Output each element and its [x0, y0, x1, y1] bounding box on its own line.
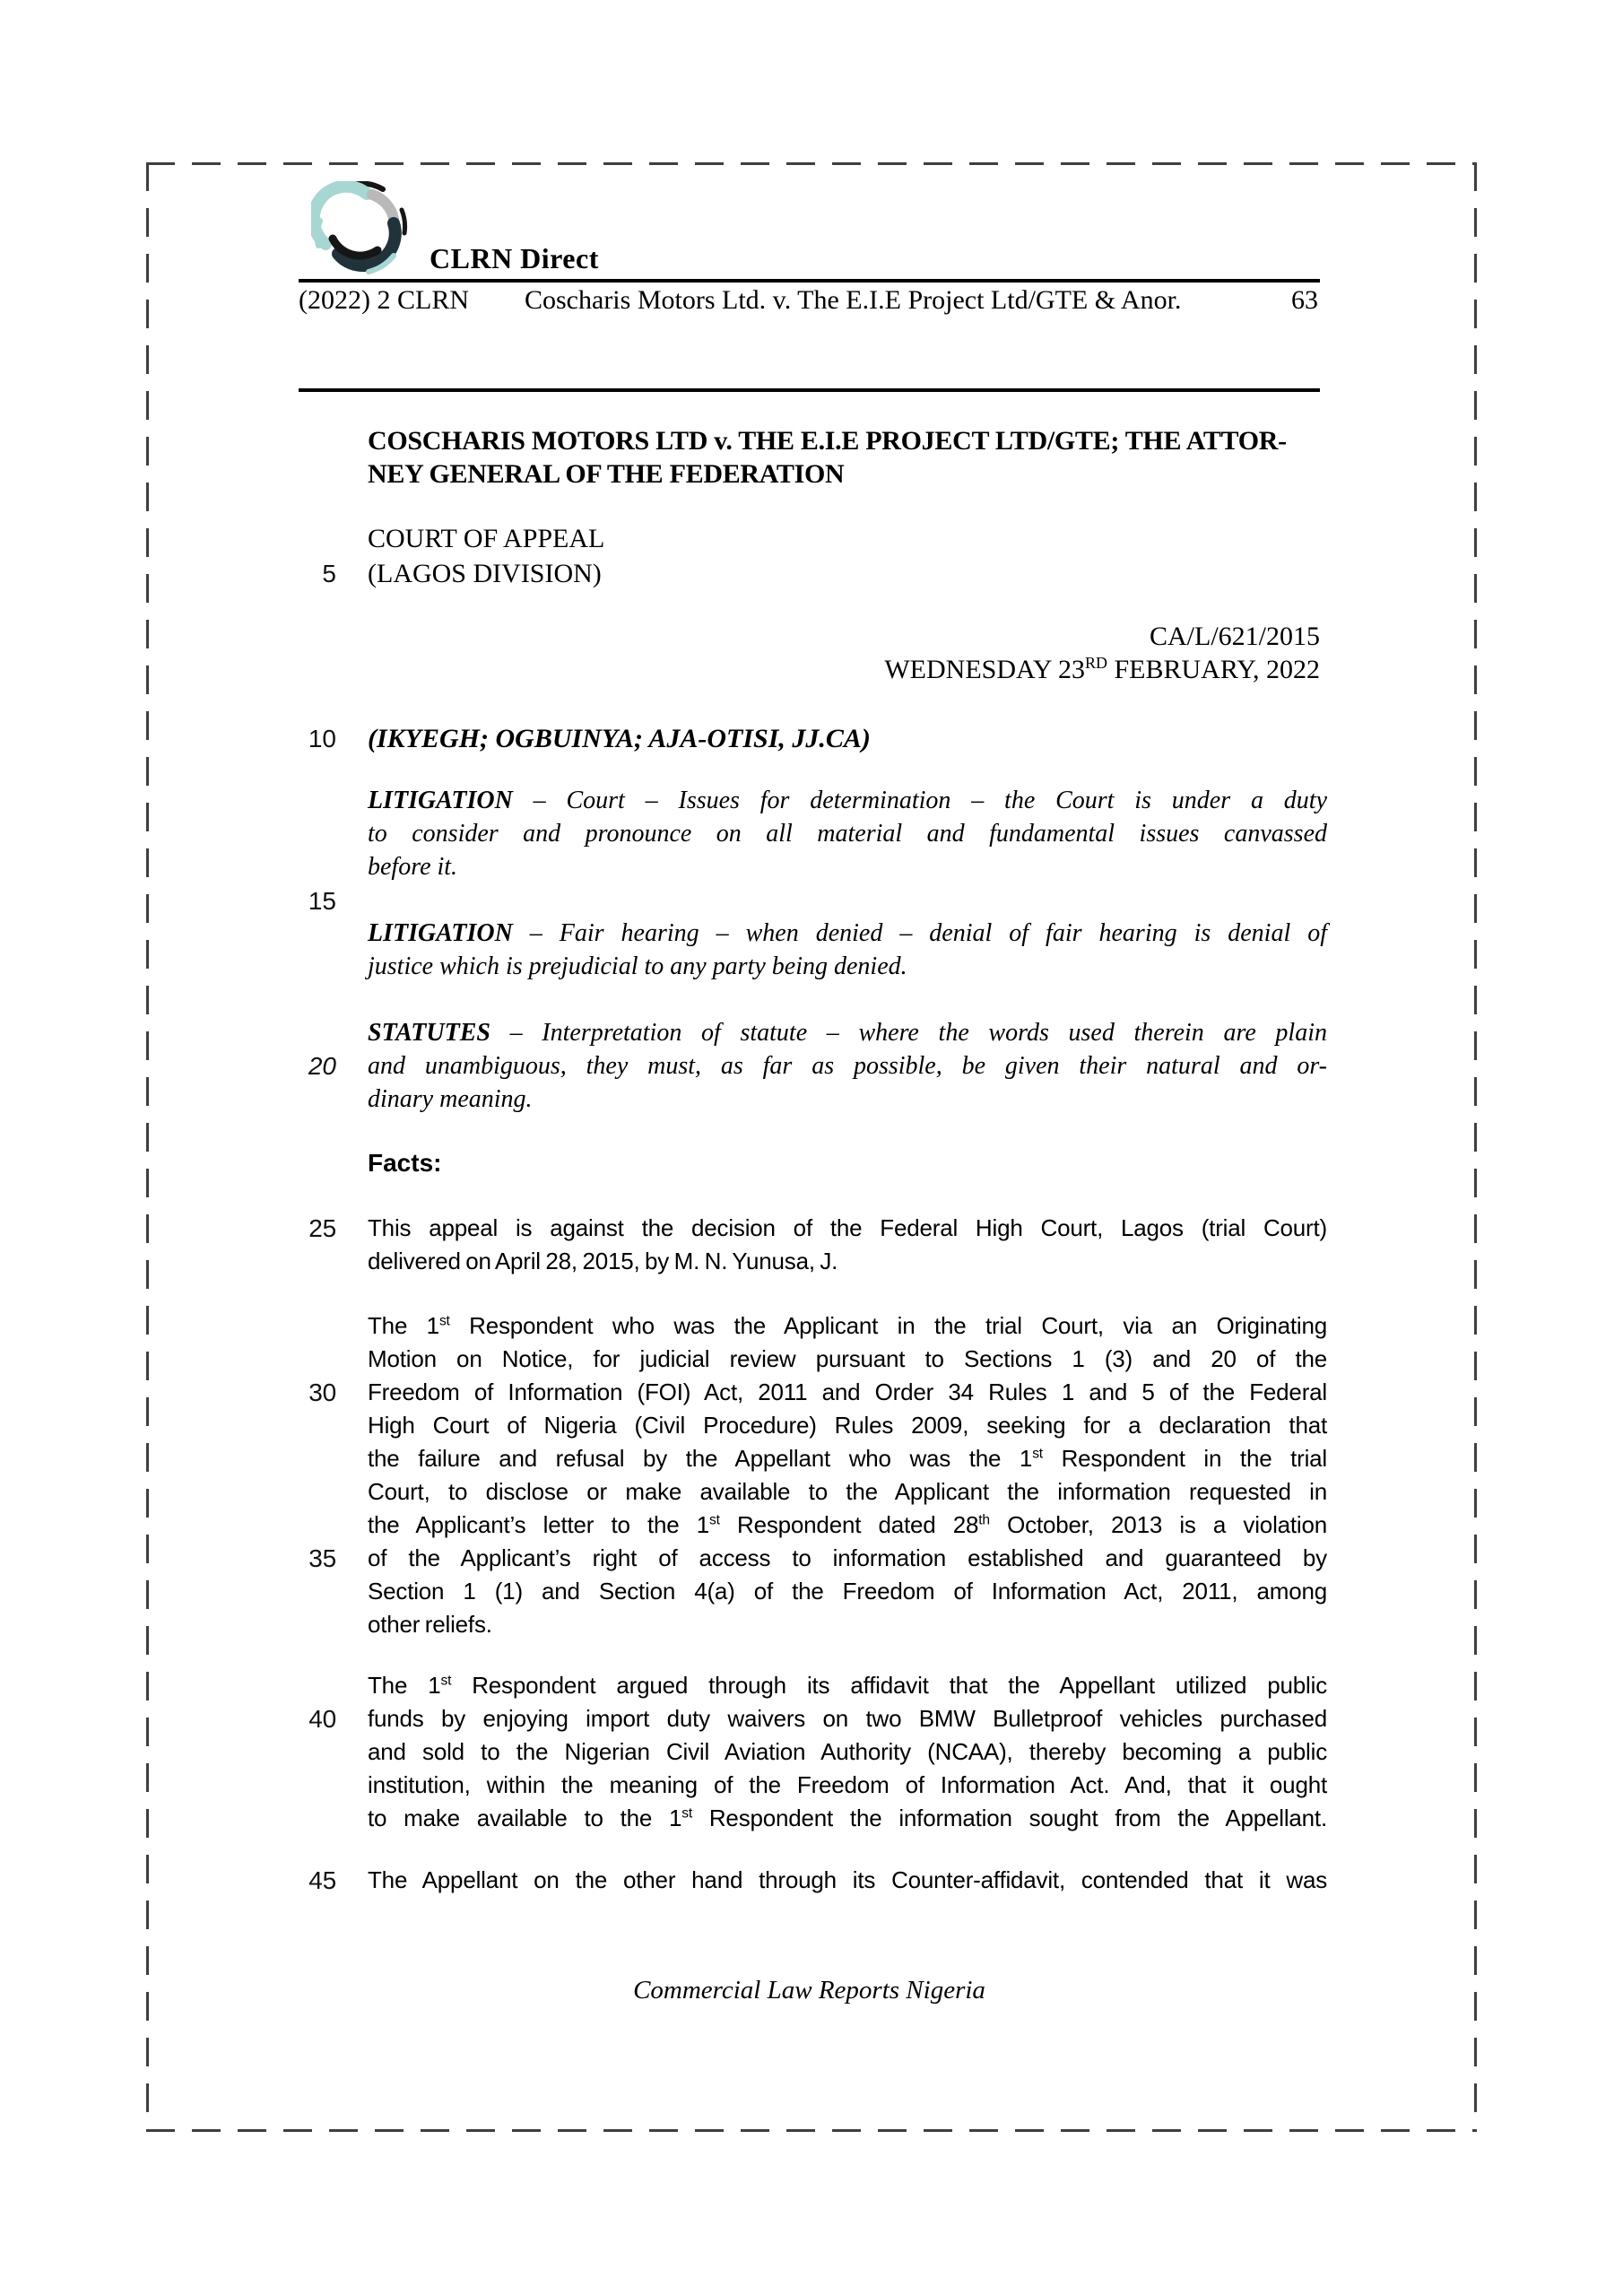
header-rule-top [299, 279, 1320, 283]
body-line: High Court of Nigeria (Civil Procedure) Rules 2009, seeking for a declaration that [368, 1412, 1327, 1439]
header-rule-bottom [299, 388, 1320, 392]
suit-number: CA/L/621/2015 [1149, 622, 1320, 651]
body-line: The 1st Respondent argued through its affidavit that the Appellant utilized public [368, 1672, 1327, 1699]
catchword-line: to consider and pronounce on all material and fundamental issues canvassed [368, 820, 1327, 848]
line-number: 25 [308, 1214, 336, 1242]
line-number: 10 [308, 725, 336, 752]
page-number: 63 [1291, 285, 1318, 315]
case-title-line: NEY GENERAL OF THE FEDERATION [368, 459, 845, 489]
body-line: Court, to disclose or make available to the Applicant the information requested in [368, 1478, 1327, 1505]
line-number: 30 [308, 1378, 336, 1406]
judges-line: (IKYEGH; OGBUINYA; AJA-OTISI, JJ.CA) [368, 724, 871, 753]
facts-heading: Facts: [368, 1149, 442, 1177]
body-line: Section 1 (1) and Section 4(a) of the Freedom of Information Act, 2011, among [368, 1578, 1327, 1605]
body-line: and sold to the Nigerian Civil Aviation Authority (NCAA), thereby becoming a public [368, 1738, 1327, 1765]
blank-line-15 [299, 884, 1327, 918]
brand-name: CLRN Direct [430, 242, 599, 274]
running-case-title: Coscharis Motors Ltd. v. The E.I.E Project Ltd/GTE & Anor. [525, 285, 1182, 315]
facts-paragraph-1 [299, 1212, 1327, 1278]
case-title [368, 424, 1372, 491]
facts-paragraph-2 [299, 1309, 1327, 1641]
catchword-line: before it. [368, 853, 458, 881]
catchwords-litigation-2 [299, 917, 1327, 983]
body-line: of the Applicant’s right of access to information established and guaranteed by [368, 1544, 1327, 1571]
facts-paragraph-4 [299, 1864, 1327, 1897]
line-number: 35 [308, 1544, 336, 1572]
catchword-line: LITIGATION – Fair hearing – when denied – denial of fair hearing is denial of [368, 919, 1327, 947]
catchword-line: and unambiguous, they must, as far as possible, be given their natural and or- [368, 1052, 1327, 1080]
report-citation: (2022) 2 CLRN [299, 285, 469, 315]
body-line: Motion on Notice, for judicial review pursuant to Sections 1 (3) and 20 of the [368, 1345, 1327, 1372]
body-line: The 1st Respondent who was the Applicant in the trial Court, via an Originating [368, 1312, 1327, 1339]
line-number: 20 [308, 1052, 336, 1080]
body-line: Freedom of Information (FOI) Act, 2011 and Order 34 Rules 1 and 5 of the Federal [368, 1378, 1327, 1405]
running-head [299, 285, 1320, 321]
catchword-line: dinary meaning. [368, 1085, 533, 1113]
body-line: The Appellant on the other hand through its Counter-affidavit, contended that it was [368, 1866, 1327, 1893]
line-number: 40 [308, 1705, 336, 1733]
court-block [299, 521, 1327, 591]
judges-block [299, 722, 1327, 755]
facts-paragraph-3 [299, 1669, 1327, 1835]
facts-heading-block [368, 1146, 1327, 1179]
page-border-bottom [146, 2129, 1477, 2132]
decision-date: WEDNESDAY 23RD FEBRUARY, 2022 [884, 654, 1320, 684]
case-title-line: COSCHARIS MOTORS LTD v. THE E.I.E PROJECT LTD/GTE; THE ATTOR- [368, 426, 1287, 456]
body-line: the failure and refusal by the Appellant who was the 1st Respondent in the trial [368, 1445, 1328, 1472]
page-border-top [146, 162, 1477, 165]
catchwords-statutes [299, 1016, 1327, 1116]
footer-publication-name: Commercial Law Reports Nigeria [633, 1976, 985, 2005]
page-border-left [146, 162, 149, 2132]
catchword-line: LITIGATION – Court – Issues for determination – the Court is under a duty [368, 787, 1327, 814]
case-meta [299, 620, 1320, 686]
catchwords-litigation-1 [299, 784, 1327, 883]
body-line: institution, within the meaning of the Freedom of Information Act. And, that it ought [368, 1771, 1327, 1798]
body-line: This appeal is against the decision of the Federal High Court, Lagos (trial Court) [368, 1214, 1327, 1241]
line-number: 5 [322, 560, 336, 587]
body-line: to make available to the 1st Respondent the information sought from the Appellant. [368, 1805, 1327, 1831]
catchword-line: justice which is prejudicial to any party being denied. [368, 952, 907, 980]
court-name: COURT OF APPEAL [368, 524, 605, 553]
clrn-logo-icon [311, 181, 410, 278]
body-line: delivered on April 28, 2015, by M. N. Yunusa, J. [368, 1248, 838, 1274]
line-number: 45 [308, 1866, 336, 1894]
body-line: funds by enjoying import duty waivers on two BMW Bulletproof vehicles purchased [368, 1705, 1327, 1732]
line-number: 15 [308, 887, 336, 915]
catchword-line: STATUTES – Interpretation of statute – where the words used therein are plain [368, 1019, 1327, 1047]
body-line: other reliefs. [368, 1611, 492, 1638]
court-division: (LAGOS DIVISION) [368, 559, 602, 588]
body-line: the Applicant’s letter to the 1st Respondent dated 28th October, 2013 is a violation [368, 1511, 1328, 1538]
page-border-right [1474, 162, 1477, 2132]
